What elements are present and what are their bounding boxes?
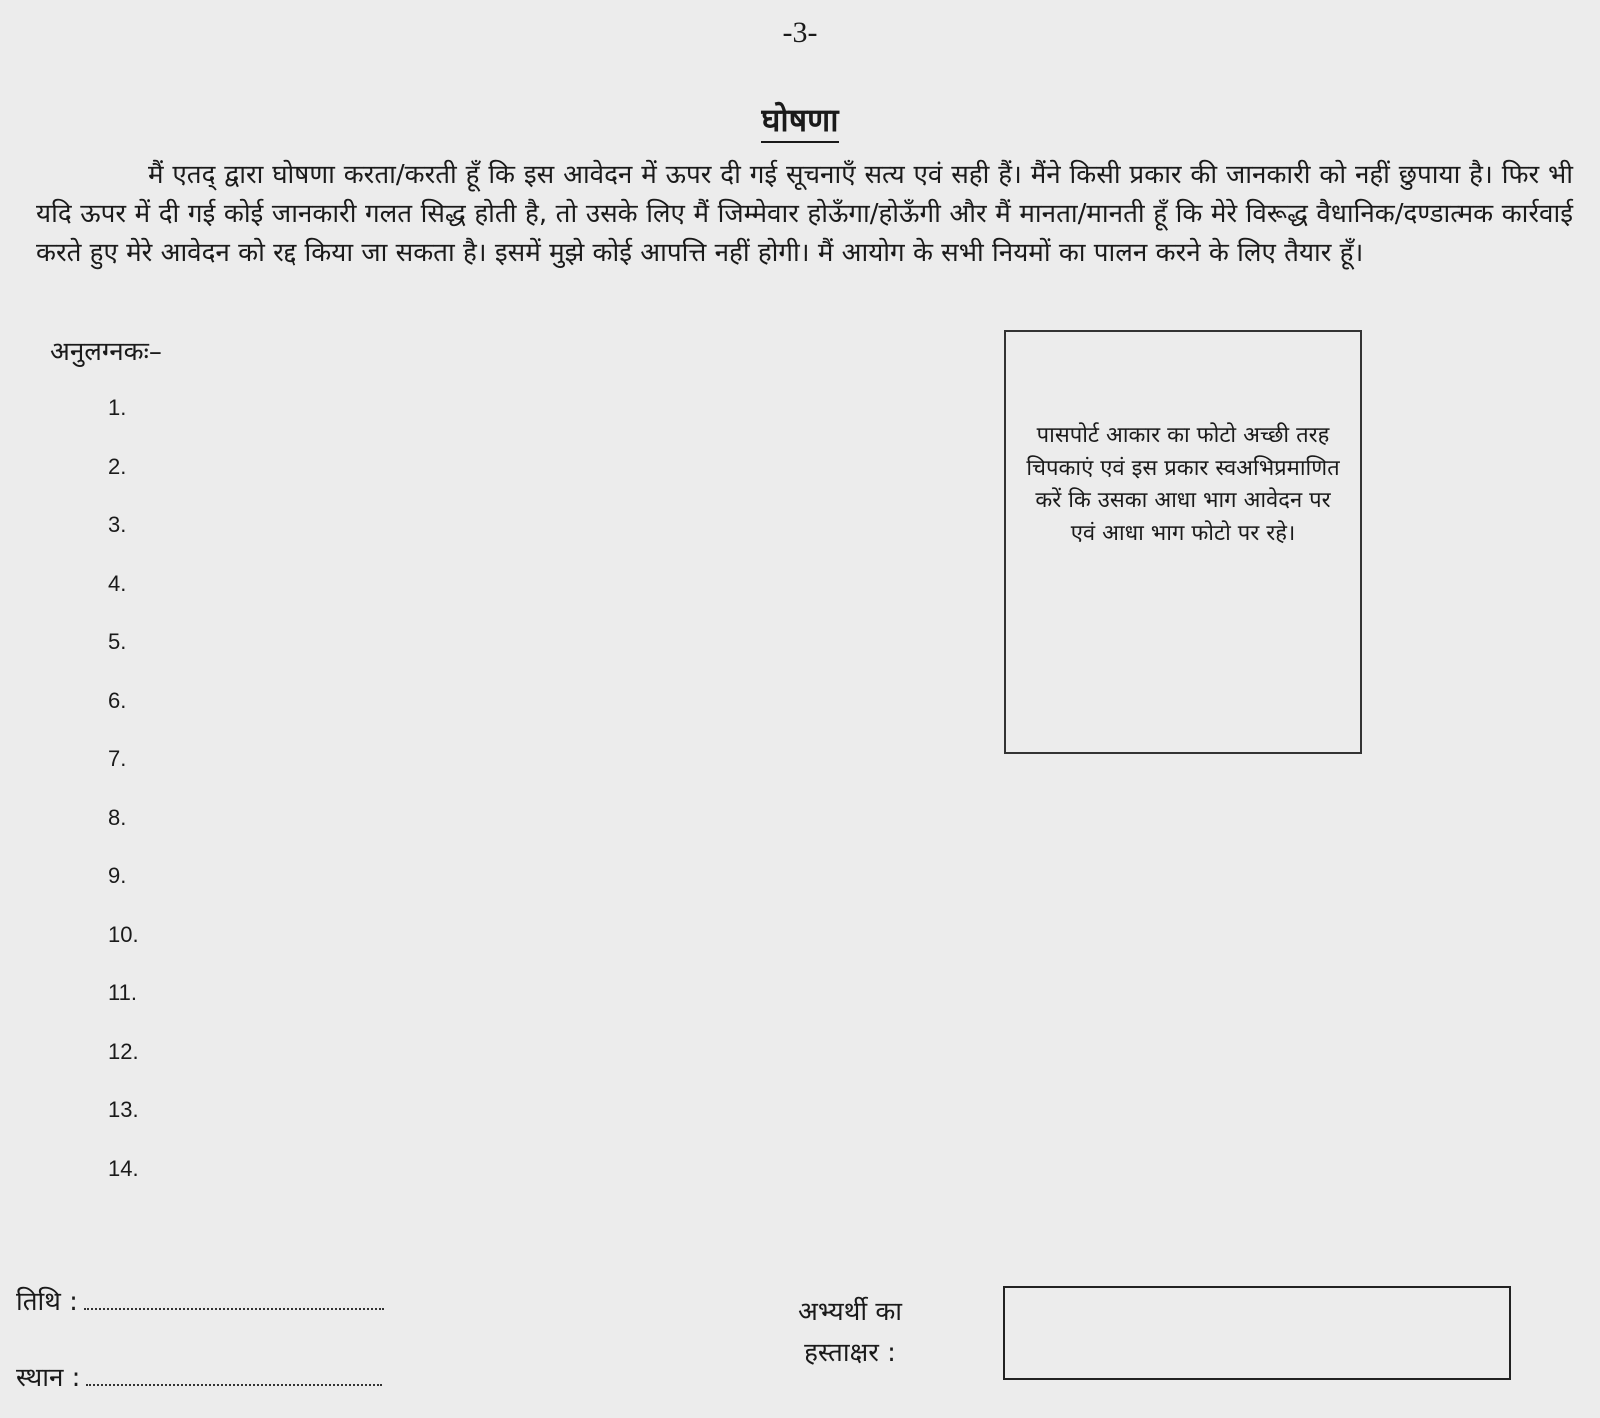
signature-label-line2: हस्ताक्षर : [804,1338,896,1368]
photo-box[interactable] [1004,330,1362,754]
attachment-item-2: 2. [108,453,127,479]
place-label: स्थान : [16,1363,81,1393]
attachment-item-5: 5. [108,629,127,654]
attachment-item-7: 7. [108,746,127,771]
declaration-heading [0,98,1600,141]
attachments-list [108,395,139,1214]
place-input-line[interactable] [86,1370,382,1386]
date-label: तिथि : [16,1287,78,1317]
date-input-line[interactable] [84,1294,384,1310]
attachment-item-9: 9. [108,863,127,888]
attachment-item-10: 10. [108,921,139,947]
attachment-item-6: 6. [108,687,127,713]
signature-label-line1: अभ्यर्थी का [797,1297,903,1327]
page-number: -3- [782,16,818,49]
attachment-item-14: 14. [108,1155,139,1181]
photo-instruction: पासपोर्ट आकार का फोटो अच्छी तरह चिपकाएं एवं इस प्रकार स्वअभिप्रमाणित करें कि उसका आधा भाग आवेदन पर एवं आधा भाग फोटो पर रहे। [1026,423,1340,546]
attachments-label: अनुलग्नकः– [50,337,162,367]
attachment-item-11: 11. [108,980,137,1005]
heading-text: घोषणा [761,101,838,143]
attachment-item-8: 8. [108,804,127,830]
signature-box[interactable] [1003,1286,1511,1380]
attachment-item-1: 1. [108,395,127,420]
place-field [16,1358,382,1394]
attachment-item-12: 12. [108,1038,139,1064]
signature-label [750,1292,950,1374]
attachment-item-4: 4. [108,570,127,596]
attachment-item-3: 3. [108,512,127,537]
declaration-paragraph: मैं एतद् द्वारा घोषणा करता/करती हूँ कि इस आवेदन में ऊपर दी गई सूचनाएँ सत्य एवं सही हैं। मैंने किसी प्रकार की जानकारी को नहीं छुपाया है। फिर भी यदि ऊपर में दी गई कोई जानकारी गलत सिद्ध होती है, तो उसके लिए मैं जिम्मेवार होऊँगा/होऊँगी और मैं मानता/मानती हूँ कि मेरे विरूद्ध वैधानिक/दण्डात्मक कार्रवाई करते हुए मेरे आवेदन को रद्द किया जा सकता है। इसमें मुझे कोई आपत्ति नहीं होगी। मैं आयोग के सभी नियमों का पालन करने के लिए तैयार हूँ। [36,160,1573,268]
attachment-item-13: 13. [108,1097,139,1122]
date-field [16,1282,384,1318]
